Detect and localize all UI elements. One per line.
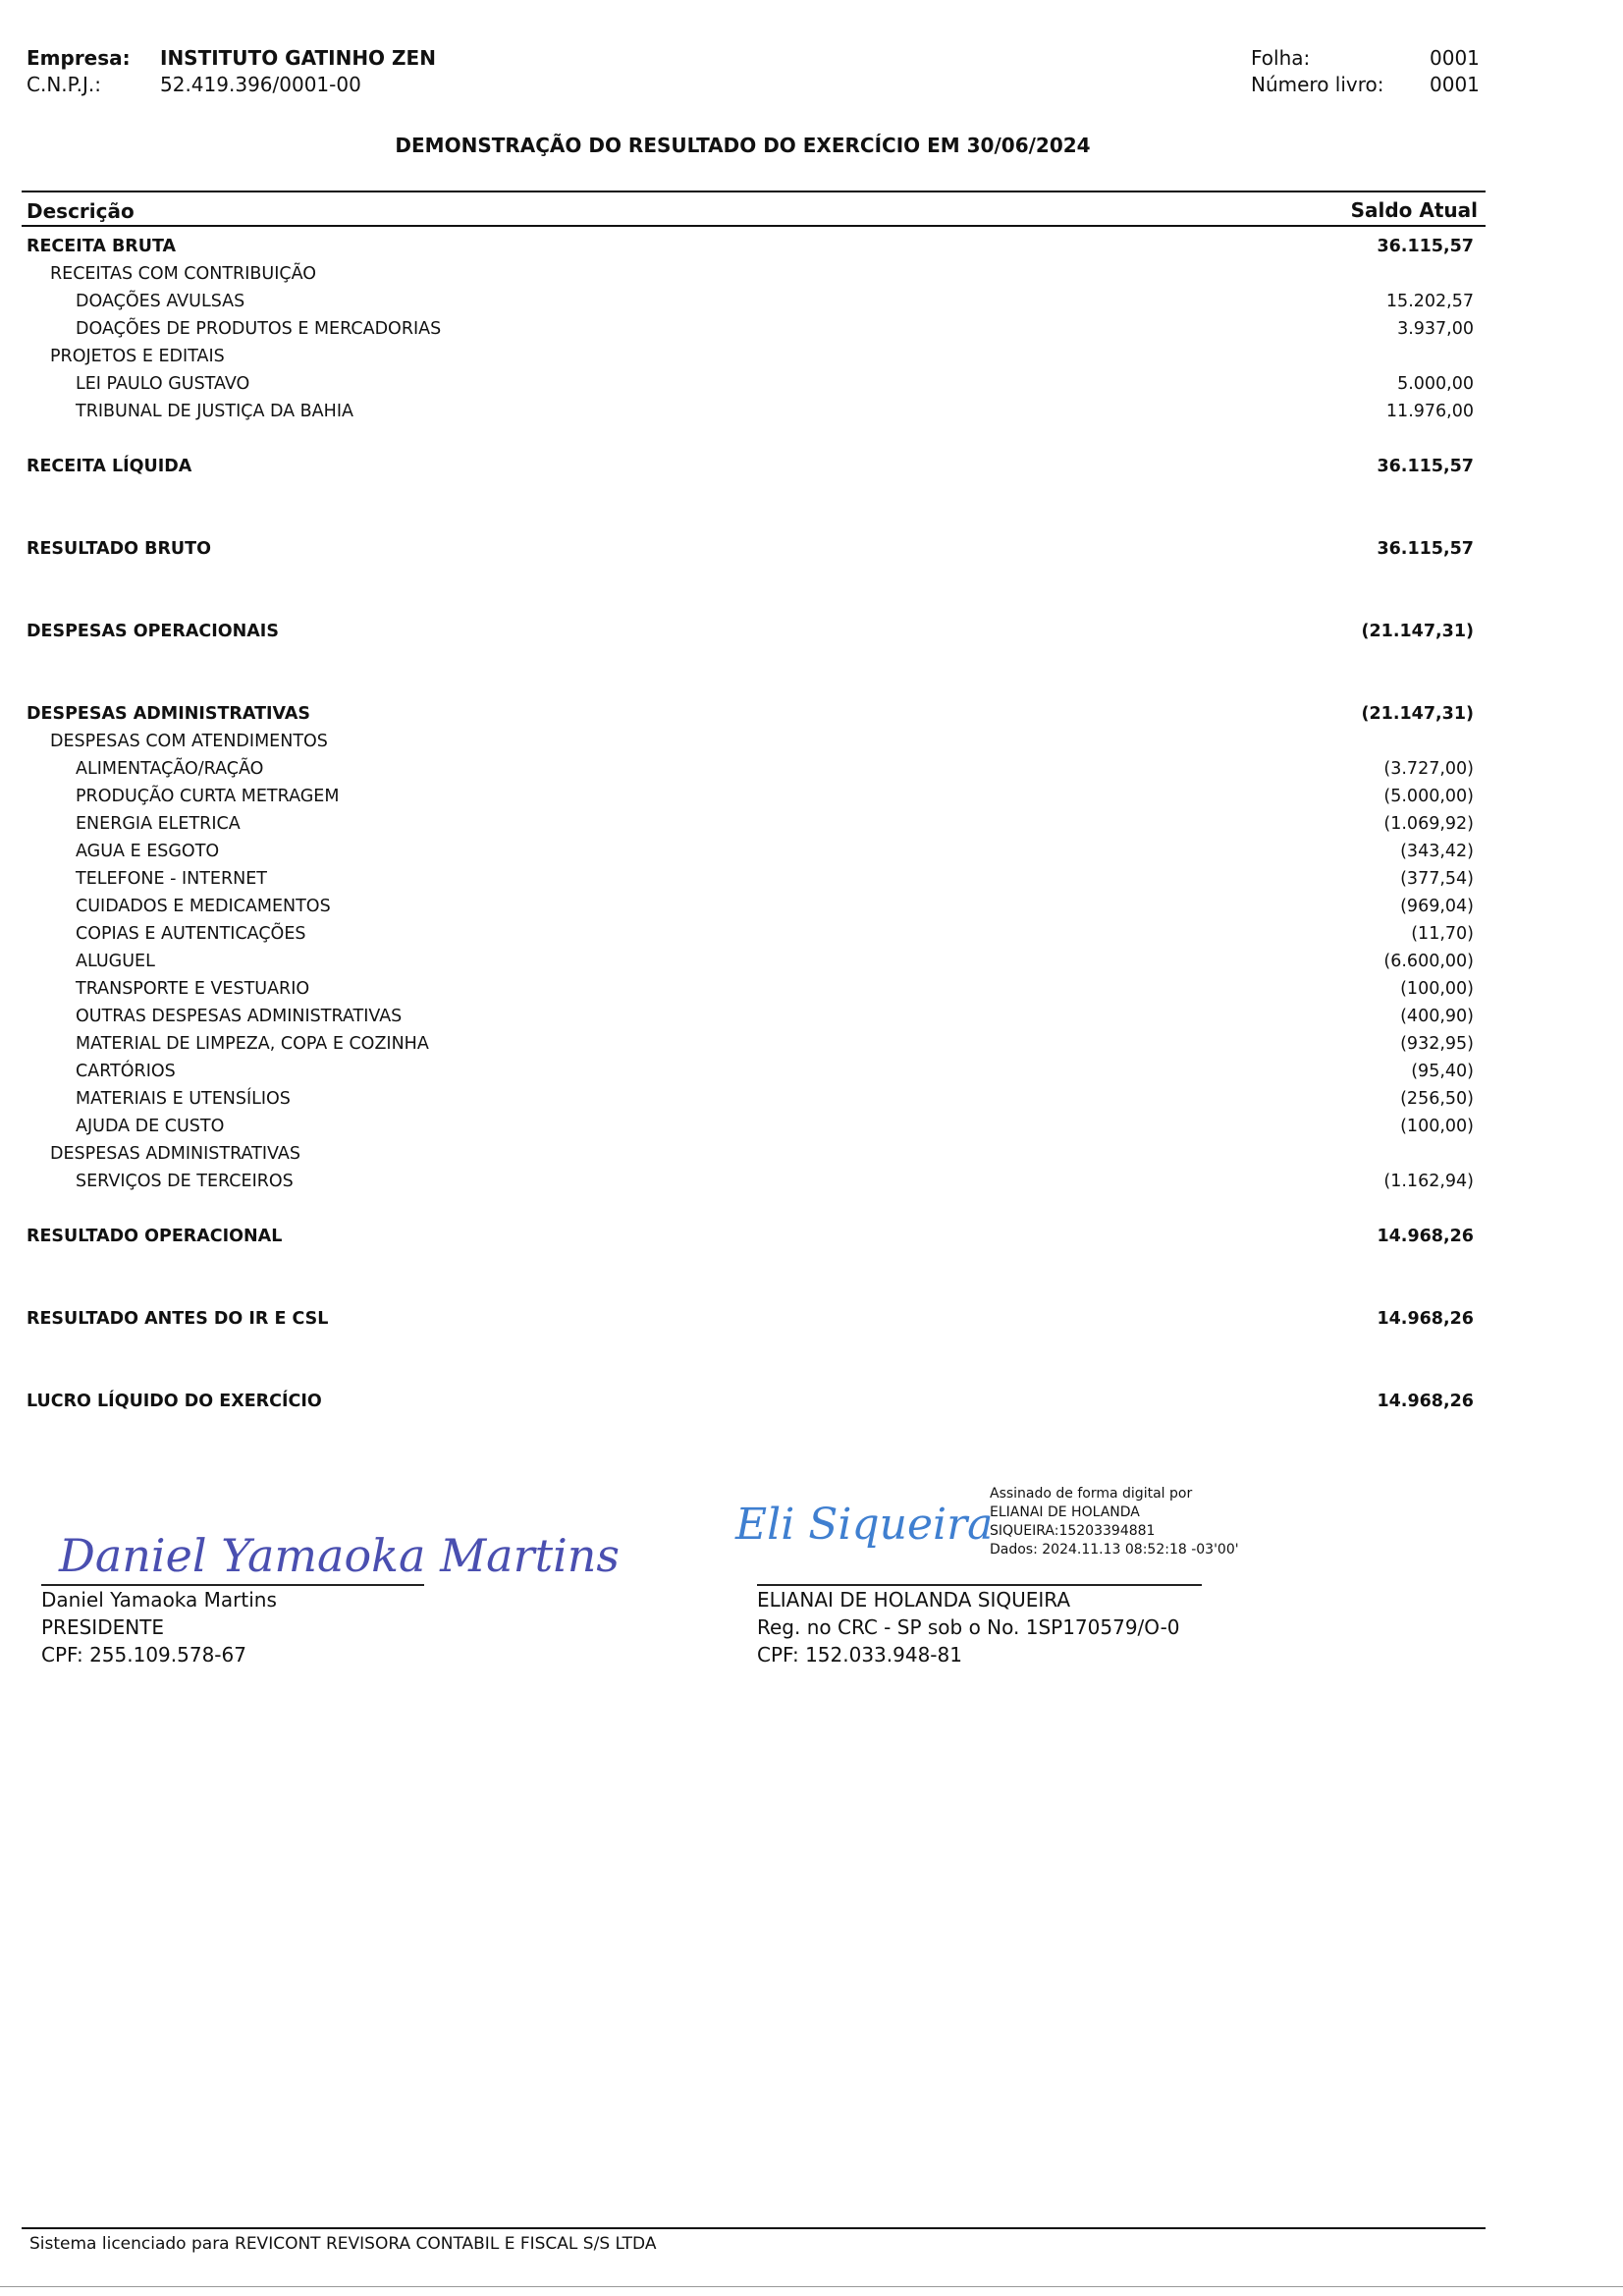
row-description: LUCRO LÍQUIDO DO EXERCÍCIO [27, 1392, 322, 1411]
row-balance: 36.115,57 [1377, 237, 1474, 256]
row-balance: (969,04) [1400, 897, 1474, 916]
statement-total-row [0, 618, 1486, 645]
row-balance: (932,95) [1400, 1034, 1474, 1054]
row-balance: (400,90) [1400, 1007, 1474, 1026]
statement-group-row [0, 260, 1486, 288]
row-description: LEI PAULO GUSTAVO [76, 374, 250, 394]
statement-item-row [0, 1113, 1486, 1140]
statement-item-row [0, 288, 1486, 315]
row-description: COPIAS E AUTENTICAÇÕES [76, 924, 306, 944]
row-description: DESPESAS OPERACIONAIS [27, 622, 279, 641]
row-description: AJUDA DE CUSTO [76, 1117, 225, 1136]
signer-right-registration: Reg. no CRC - SP sob o No. 1SP170579/O-0 [757, 1615, 1180, 1639]
row-balance: 14.968,26 [1377, 1309, 1474, 1329]
signer-right-cpf: CPF: 152.033.948-81 [757, 1643, 962, 1667]
row-description: DESPESAS COM ATENDIMENTOS [50, 732, 328, 751]
statement-item-row [0, 865, 1486, 893]
statement-item-row [0, 838, 1486, 865]
row-balance: (6.600,00) [1383, 952, 1474, 971]
statement-item-row [0, 370, 1486, 398]
empresa-value: INSTITUTO GATINHO ZEN [160, 46, 436, 70]
row-description: ENERGIA ELETRICA [76, 814, 241, 834]
statement-item-row [0, 1030, 1486, 1058]
row-balance: (1.069,92) [1383, 814, 1474, 834]
row-balance: (21.147,31) [1361, 622, 1474, 641]
statement-item-row [0, 783, 1486, 810]
row-balance: (100,00) [1400, 979, 1474, 999]
row-description: RESULTADO BRUTO [27, 539, 211, 559]
row-description: DESPESAS ADMINISTRATIVAS [50, 1144, 300, 1164]
statement-item-row [0, 810, 1486, 838]
row-balance: 36.115,57 [1377, 539, 1474, 559]
row-description: MATERIAL DE LIMPEZA, COPA E COZINHA [76, 1034, 429, 1054]
signature-scribble-left [39, 1503, 621, 1591]
table-header-rule [22, 225, 1486, 227]
statement-item-row [0, 1168, 1486, 1195]
column-header-description: Descrição [27, 199, 135, 223]
row-balance: 14.968,26 [1377, 1227, 1474, 1246]
footer-rule [22, 2227, 1486, 2229]
empresa-label: Empresa: [27, 46, 131, 70]
statement-total-row [0, 1223, 1486, 1250]
livro-label: Número livro: [1251, 73, 1384, 96]
row-balance: 3.937,00 [1397, 319, 1474, 339]
statement-group-row [0, 343, 1486, 370]
row-description: TRIBUNAL DE JUSTIÇA DA BAHIA [76, 402, 353, 421]
signature-text-left: Daniel Yamaoka Martins [59, 1529, 621, 1582]
statement-item-row [0, 755, 1486, 783]
statement-item-row [0, 975, 1486, 1003]
row-description: PROJETOS E EDITAIS [50, 347, 225, 366]
row-balance: 5.000,00 [1397, 374, 1474, 394]
signer-right-name: ELIANAI DE HOLANDA SIQUEIRA [757, 1588, 1071, 1612]
column-header-balance: Saldo Atual [1350, 198, 1478, 222]
row-description: RECEITAS COM CONTRIBUIÇÃO [50, 264, 317, 284]
row-balance: (5.000,00) [1383, 787, 1474, 806]
statement-group-row [0, 1140, 1486, 1168]
row-description: RECEITA BRUTA [27, 237, 177, 256]
row-description: DESPESAS ADMINISTRATIVAS [27, 704, 311, 724]
statement-total-row [0, 233, 1486, 260]
digital-signature-line-2: ELIANAI DE HOLANDA [990, 1504, 1140, 1520]
signature-text-right: Eli Siqueira [735, 1500, 994, 1550]
row-balance: 11.976,00 [1385, 402, 1474, 421]
statement-total-row [0, 535, 1486, 563]
statement-total-row [0, 700, 1486, 728]
digital-signature-line-3: SIQUEIRA:15203394881 [990, 1523, 1156, 1539]
row-description: MATERIAIS E UTENSÍLIOS [76, 1089, 291, 1109]
cnpj-label: C.N.P.J.: [27, 73, 101, 96]
statement-item-row [0, 893, 1486, 920]
table-top-rule [22, 191, 1486, 192]
signer-left-cpf: CPF: 255.109.578-67 [41, 1643, 246, 1667]
row-description: DOAÇÕES AVULSAS [76, 292, 245, 311]
row-description: PRODUÇÃO CURTA METRAGEM [76, 787, 340, 806]
statement-group-row [0, 728, 1486, 755]
cnpj-value: 52.419.396/0001-00 [160, 73, 361, 96]
row-description: CARTÓRIOS [76, 1062, 176, 1081]
statement-item-row [0, 948, 1486, 975]
row-description: RESULTADO ANTES DO IR E CSL [27, 1309, 329, 1329]
row-balance: (100,00) [1400, 1117, 1474, 1136]
row-description: ALUGUEL [76, 952, 155, 971]
livro-value: 0001 [1430, 73, 1480, 96]
handwritten-signature-right [731, 1478, 994, 1566]
signer-left-name: Daniel Yamaoka Martins [41, 1588, 277, 1612]
report-title: DEMONSTRAÇÃO DO RESULTADO DO EXERCÍCIO EM 30/06/2024 [395, 134, 1091, 157]
footer-license-text: Sistema licenciado para REVICONT REVISORA CONTABIL E FISCAL S/S LTDA [29, 2234, 657, 2254]
statement-total-row [0, 453, 1486, 480]
row-balance: (1.162,94) [1383, 1172, 1474, 1191]
digital-signature-line-4: Dados: 2024.11.13 08:52:18 -03'00' [990, 1542, 1239, 1558]
statement-item-row [0, 398, 1486, 425]
row-description: DOAÇÕES DE PRODUTOS E MERCADORIAS [76, 319, 442, 339]
row-balance: (377,54) [1400, 869, 1474, 889]
statement-item-row [0, 920, 1486, 948]
statement-item-row [0, 315, 1486, 343]
row-description: TRANSPORTE E VESTUARIO [76, 979, 310, 999]
statement-item-row [0, 1058, 1486, 1085]
row-balance: (343,42) [1400, 842, 1474, 861]
row-balance: (95,40) [1411, 1062, 1474, 1081]
row-balance: 15.202,57 [1385, 292, 1474, 311]
row-description: RESULTADO OPERACIONAL [27, 1227, 283, 1246]
row-description: OUTRAS DESPESAS ADMINISTRATIVAS [76, 1007, 403, 1026]
row-description: SERVIÇOS DE TERCEIROS [76, 1172, 294, 1191]
folha-value: 0001 [1430, 46, 1480, 70]
row-description: ALIMENTAÇÃO/RAÇÃO [76, 759, 264, 779]
statement-total-row [0, 1388, 1486, 1415]
handwritten-signature-left [39, 1503, 621, 1591]
row-description: CUIDADOS E MEDICAMENTOS [76, 897, 331, 916]
statement-item-row [0, 1085, 1486, 1113]
statement-item-row [0, 1003, 1486, 1030]
digital-signature-line-1: Assinado de forma digital por [990, 1486, 1193, 1502]
row-balance: (3.727,00) [1383, 759, 1474, 779]
row-balance: (21.147,31) [1361, 704, 1474, 724]
row-description: TELEFONE - INTERNET [76, 869, 267, 889]
row-balance: 36.115,57 [1377, 457, 1474, 476]
page-bottom-edge [0, 2286, 1623, 2287]
statement-total-row [0, 1305, 1486, 1333]
row-description: RECEITA LÍQUIDA [27, 457, 192, 476]
row-balance: 14.968,26 [1377, 1392, 1474, 1411]
row-balance: (256,50) [1400, 1089, 1474, 1109]
signer-left-role: PRESIDENTE [41, 1615, 165, 1639]
row-description: AGUA E ESGOTO [76, 842, 220, 861]
folha-label: Folha: [1251, 46, 1311, 70]
row-balance: (11,70) [1411, 924, 1474, 944]
signature-scribble-right [731, 1478, 994, 1566]
